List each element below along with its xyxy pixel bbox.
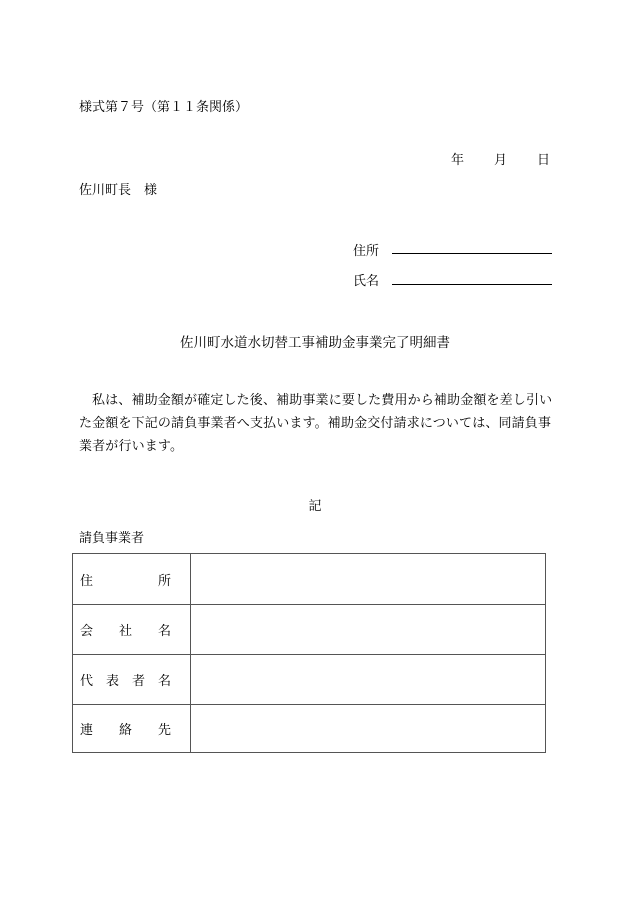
address-cell-label — [73, 554, 191, 605]
label-char: 社 — [118, 624, 132, 639]
representative-cell-label — [73, 655, 191, 705]
table-row — [73, 705, 546, 753]
name-label: 氏名 — [353, 274, 380, 289]
body-paragraph: 私は、補助金額が確定した後、補助事業に要した費用から補助金額を差し引いた金額を下記の請負事業者へ支払います。補助金交付請求については、同請負事業者が行います。 — [79, 393, 553, 454]
table-row — [73, 554, 546, 605]
ki-heading: 記 — [308, 499, 322, 514]
address-line[interactable] — [392, 253, 552, 254]
date-day: 日 — [536, 153, 550, 168]
address-label: 住所 — [353, 244, 380, 259]
form-number: 様式第７号（第１１条関係） — [79, 100, 249, 115]
address-cell-value[interactable] — [191, 554, 546, 605]
recipient: 佐川町長 様 — [79, 183, 158, 198]
label-char: 住 — [80, 573, 94, 589]
label-char: 連 — [80, 723, 94, 738]
label-char: 代 — [80, 674, 94, 689]
date-line — [451, 149, 550, 168]
label-char: 所 — [157, 573, 171, 589]
document-title: 佐川町水道水切替工事補助金事業完了明細書 — [180, 335, 450, 351]
label-char: 名 — [157, 674, 171, 689]
date-year: 年 — [450, 153, 464, 168]
contact-cell-value[interactable] — [191, 705, 546, 753]
table-row — [73, 655, 546, 705]
representative-cell-value[interactable] — [191, 655, 546, 705]
date-month: 月 — [493, 153, 507, 168]
contact-cell-label — [73, 705, 191, 753]
contractor-heading: 請負事業者 — [79, 531, 145, 546]
contractor-table — [72, 553, 546, 753]
label-char: 絡 — [118, 723, 132, 738]
name-line[interactable] — [392, 284, 552, 285]
label-char: 会 — [80, 624, 94, 639]
label-char: 先 — [157, 723, 171, 738]
company-cell-label — [73, 605, 191, 655]
label-char: 者 — [131, 674, 145, 689]
label-char: 表 — [105, 674, 119, 689]
label-char: 名 — [157, 624, 171, 639]
table-row — [73, 605, 546, 655]
company-cell-value[interactable] — [191, 605, 546, 655]
